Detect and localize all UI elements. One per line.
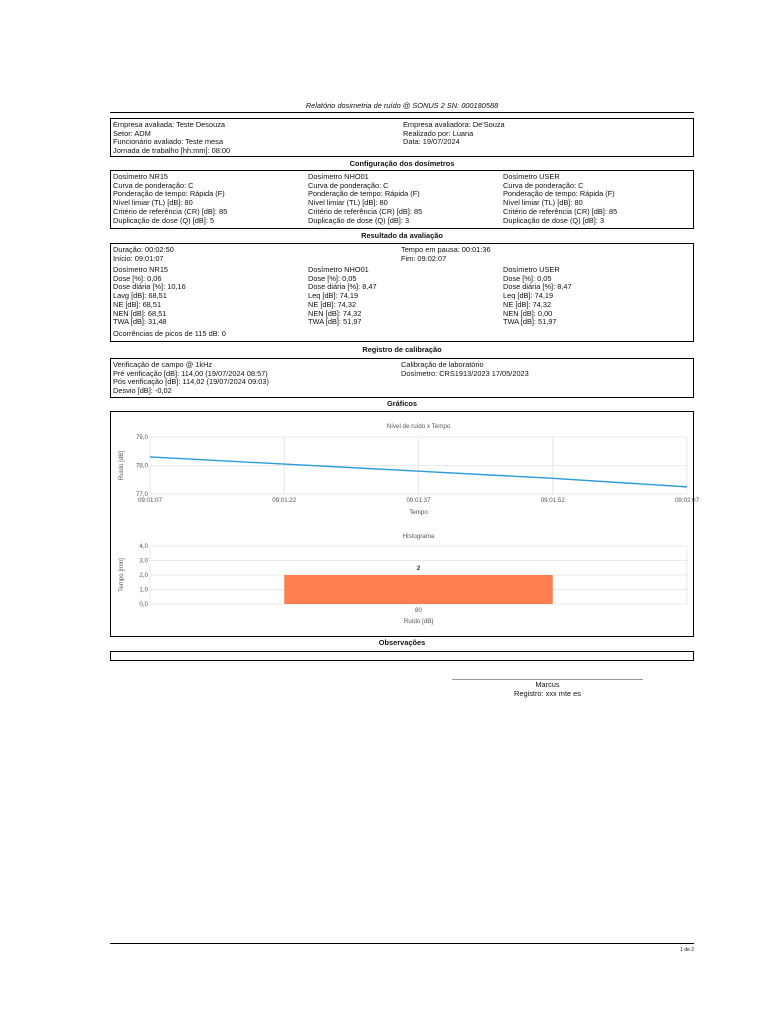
header-right: [403, 121, 505, 147]
histogram-ytick-label: 1,0: [139, 586, 148, 594]
company-evaluated: Empresa avaliada: Teste Desouza: [113, 120, 226, 129]
calibration-line: Desvio [dB]: -0,02: [113, 386, 172, 396]
result-line: NE [dB]: 68,51: [113, 299, 162, 309]
work-shift: Jornada de trabalho [hh:mm]: 08:00: [113, 146, 231, 156]
result-line: Dose [%]: 0,05: [308, 273, 357, 283]
result-col-nho01: [308, 266, 377, 327]
histogram-bar-label: 2: [416, 565, 421, 572]
performed-by: Realizado por: Luana: [403, 128, 474, 138]
histogram-ylabel: Tempo [min]: [118, 558, 125, 592]
config-line: Duplicação de dose (Q) [dB]: 5: [113, 215, 215, 225]
config-line: Dosímetro USER: [503, 172, 560, 181]
start-time: Início: 09:01:07: [113, 253, 164, 263]
result-line: TWA [dB]: 31,48: [113, 317, 167, 327]
result-line: Dose diária [%]: 8,47: [308, 282, 377, 292]
result-line: Leq [dB]: 74,19: [308, 291, 359, 301]
calibration-line: Dosímetro: CRS1913/2023 17/05/2023: [401, 368, 529, 378]
charts-title: Gráficos: [387, 399, 417, 408]
line-chart-title: Nível de ruído x Tempo: [386, 423, 451, 430]
result-line: NEN [dB]: 68,51: [113, 308, 167, 318]
line-chart-xtick-label: 09:01:22: [272, 497, 297, 504]
observations-box: [110, 651, 694, 661]
config-col-nho01: [308, 173, 422, 225]
calibration-line: Calibração de laboratório: [401, 360, 484, 369]
config-line: Critério de referência (CR) [dB]: 85: [113, 206, 228, 216]
config-line: Curva de ponderação: C: [503, 180, 584, 190]
result-title: Resultado da avaliação: [361, 231, 443, 240]
histogram-xtick-label: 80: [415, 607, 422, 614]
line-chart-xtick-label: 09:01:52: [540, 497, 565, 504]
config-box: [110, 170, 694, 229]
title-rule: [110, 112, 694, 113]
result-line: NEN [dB]: 0,00: [503, 308, 553, 318]
line-chart-xlabel: Tempo: [409, 509, 428, 516]
config-line: Ponderação de tempo: Rápida (F): [308, 189, 420, 199]
result-box: [110, 243, 694, 342]
result-line: Dosímetro USER: [503, 265, 560, 274]
config-line: Critério de referência (CR) [dB]: 85: [308, 206, 423, 216]
calibration-title: Registro de calibração: [362, 345, 442, 354]
result-line: TWA [dB]: 51,97: [503, 317, 557, 327]
histogram-ytick-label: 0,0: [139, 601, 148, 609]
result-line: Leq [dB]: 74,19: [503, 291, 554, 301]
line-chart-ytick-label: 78,0: [135, 462, 148, 470]
config-col-user: [503, 173, 617, 225]
sector: Setor: ADM: [113, 128, 151, 138]
calibration-right: [401, 361, 529, 378]
result-time-left: [113, 246, 174, 263]
histogram-xlabel: Ruído [dB]: [403, 618, 434, 625]
histogram-ytick-label: 4,0: [139, 543, 148, 551]
config-line: Nível limiar (TL) [dB]: 80: [503, 198, 583, 208]
duration: Duração: 00:02:50: [113, 245, 174, 254]
result-line: NE [dB]: 74,32: [308, 299, 357, 309]
line-chart-ytick-label: 79,0: [135, 434, 148, 442]
line-chart-xtick-label: 09:01:37: [406, 497, 431, 504]
signature-name: Marcus: [535, 680, 560, 689]
result-line: Dosímetro NHO01: [308, 265, 369, 274]
calibration-left: [113, 361, 269, 396]
calibration-box: [110, 358, 694, 398]
result-line: NE [dB]: 74,32: [503, 299, 552, 309]
line-chart-xtick-label: 09:01:07: [137, 497, 163, 504]
result-line: Dosímetro NR15: [113, 265, 169, 274]
end-time: Fim: 09:02:07: [401, 253, 447, 263]
footer-rule: [110, 943, 694, 944]
config-line: Ponderação de tempo: Rápida (F): [113, 189, 225, 199]
evaluating-company: Empresa avaliadora: De'Souza: [403, 120, 505, 129]
result-line: Dose [%]: 0,05: [503, 273, 552, 283]
result-line: TWA [dB]: 51,97: [308, 317, 362, 327]
config-line: Curva de ponderação: C: [308, 180, 389, 190]
result-line: Dose diária [%]: 10,16: [113, 282, 186, 292]
charts-svg: [111, 412, 700, 636]
histogram-ytick-label: 2,0: [139, 572, 148, 580]
line-chart-xtick-label: 09:02:07: [674, 497, 700, 504]
histogram-ytick-label: 3,0: [139, 557, 148, 565]
date: Data: 19/07/2024: [403, 137, 460, 147]
charts-box: [110, 411, 700, 637]
result-col-user: [503, 266, 572, 327]
calibration-line: Pré verificação [dB]: 114,00 (19/07/2024 08:57): [113, 368, 268, 378]
histogram-bar: [284, 575, 553, 604]
result-line: Lavg [dB]: 68,51: [113, 291, 167, 301]
config-col-nr15: [113, 173, 227, 225]
histogram-title: Histograma: [402, 533, 435, 540]
calibration-line: Pós verificação [dB]: 114,02 (19/07/2024 09:03): [113, 377, 269, 387]
result-line: NEN [dB]: 74,32: [308, 308, 362, 318]
result-line: Dose diária [%]: 8,47: [503, 282, 572, 292]
config-line: Dosímetro NR15: [113, 172, 169, 181]
calibration-line: Verificação de campo @ 1kHz: [113, 360, 213, 369]
page-number: 1 de 2: [680, 947, 694, 953]
line-chart-ylabel: Ruído [dB]: [118, 450, 125, 481]
result-line: Dose [%]: 0,06: [113, 273, 162, 283]
employee: Funcionário avaliado: Teste mesa: [113, 137, 223, 147]
signature-registry: Registro: xxx mte es: [514, 689, 581, 698]
config-line: Nível limiar (TL) [dB]: 80: [308, 198, 388, 208]
config-line: Ponderação de tempo: Rápida (F): [503, 189, 615, 199]
line-chart-ytick-label: 77,0: [135, 491, 148, 499]
header-left: [113, 121, 230, 156]
result-col-nr15: [113, 266, 186, 327]
header-box: [110, 118, 694, 157]
config-line: Duplicação de dose (Q) [dB]: 3: [308, 215, 410, 225]
config-line: Critério de referência (CR) [dB]: 85: [503, 206, 618, 216]
observations-title: Observações: [378, 638, 426, 647]
config-title: Configuração dos dosímetros: [349, 159, 455, 168]
pause-time: Tempo em pausa: 00:01:36: [401, 245, 491, 254]
peak-occurrences: Ocorrências de picos de 115 dB: 0: [113, 329, 226, 338]
config-line: Nível limiar (TL) [dB]: 80: [113, 198, 193, 208]
result-time-right: [401, 246, 491, 263]
config-line: Dosímetro NHO01: [308, 172, 369, 181]
report-title: Relatório dosimetria de ruído @ SONUS 2 SN: 000180588: [305, 101, 499, 110]
config-line: Curva de ponderação: C: [113, 180, 194, 190]
config-line: Duplicação de dose (Q) [dB]: 3: [503, 215, 605, 225]
